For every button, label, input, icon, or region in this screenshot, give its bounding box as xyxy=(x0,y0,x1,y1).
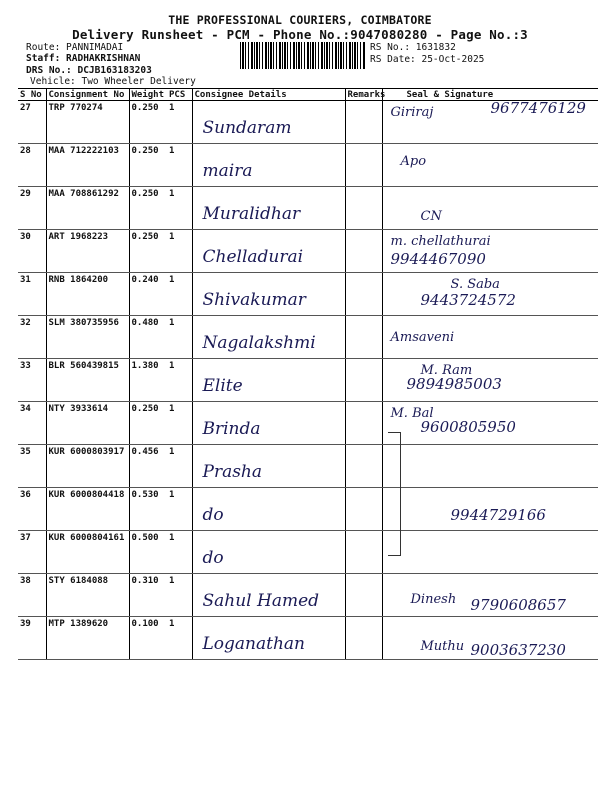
row-pcs: 1 xyxy=(167,445,192,488)
row-seal-cell xyxy=(382,488,598,531)
table-row xyxy=(18,230,598,273)
consignee-handwriting: Prasha xyxy=(202,462,263,482)
row-remarks xyxy=(345,617,382,660)
col-pcs: PCS xyxy=(167,89,192,101)
row-consignee-cell xyxy=(192,445,345,488)
rs-number: RS No.: 1631832 xyxy=(370,42,456,53)
table-row xyxy=(18,488,598,531)
row-seal-cell xyxy=(382,101,598,144)
signature-handwriting: Apo xyxy=(400,154,427,169)
col-consignee: Consignee Details xyxy=(192,89,345,101)
row-seal-cell xyxy=(382,359,598,402)
row-remarks xyxy=(345,445,382,488)
consignee-handwriting: Loganathan xyxy=(202,634,305,654)
row-pcs: 1 xyxy=(167,101,192,144)
signature-handwriting: CN xyxy=(420,209,442,224)
row-weight: 0.250 xyxy=(129,230,167,273)
row-consignment: ART 1968223 xyxy=(46,230,129,273)
row-sno: 30 xyxy=(18,230,46,273)
row-consignee-cell xyxy=(192,101,345,144)
row-consignment: BLR 560439815 xyxy=(46,359,129,402)
row-consignment: STY 6184088 xyxy=(46,574,129,617)
row-seal-cell xyxy=(382,574,598,617)
col-seal: Seal & Signature xyxy=(382,89,598,101)
row-consignee-cell xyxy=(192,144,345,187)
phone-handwriting: 9003637230 xyxy=(470,641,566,659)
table-row xyxy=(18,273,598,316)
row-consignment: MTP 1389620 xyxy=(46,617,129,660)
row-seal-cell xyxy=(382,144,598,187)
row-remarks xyxy=(345,316,382,359)
col-remarks: Remarks xyxy=(345,89,382,101)
signature-handwriting: m. chellathurai xyxy=(390,234,491,249)
phone-handwriting: 9443724572 xyxy=(420,291,516,309)
row-consignment: RNB 1864200 xyxy=(46,273,129,316)
row-sno: 38 xyxy=(18,574,46,617)
row-remarks xyxy=(345,187,382,230)
table-row xyxy=(18,359,598,402)
row-sno: 31 xyxy=(18,273,46,316)
col-consignment: Consignment No xyxy=(46,89,129,101)
table-row xyxy=(18,617,598,660)
table-row xyxy=(18,316,598,359)
row-pcs: 1 xyxy=(167,359,192,402)
table-row xyxy=(18,101,598,144)
row-remarks xyxy=(345,273,382,316)
row-pcs: 1 xyxy=(167,402,192,445)
consignee-handwriting: Muralidhar xyxy=(202,204,301,224)
row-remarks xyxy=(345,144,382,187)
row-weight: 0.456 xyxy=(129,445,167,488)
row-remarks xyxy=(345,402,382,445)
do-bracket xyxy=(388,432,401,556)
row-consignment: KUR 6000804161 xyxy=(46,531,129,574)
route-label: Route: PANNIMADAI xyxy=(26,42,124,53)
row-sno: 35 xyxy=(18,445,46,488)
row-consignee-cell xyxy=(192,187,345,230)
signature-handwriting: S. Saba xyxy=(450,277,500,292)
runsheet-table xyxy=(18,88,598,660)
phone-handwriting: 9790608657 xyxy=(470,596,566,614)
row-weight: 0.530 xyxy=(129,488,167,531)
consignee-handwriting: Elite xyxy=(202,376,243,396)
row-weight: 0.100 xyxy=(129,617,167,660)
row-weight: 0.250 xyxy=(129,144,167,187)
phone-handwriting: 9677476129 xyxy=(490,99,586,117)
row-consignee-cell xyxy=(192,488,345,531)
row-sno: 34 xyxy=(18,402,46,445)
consignee-handwriting: do xyxy=(202,505,224,525)
row-consignee-cell xyxy=(192,359,345,402)
staff-label: Staff: RADHAKRISHNAN xyxy=(26,53,141,64)
phone-handwriting: 9894985003 xyxy=(406,375,502,393)
vehicle-label: Vehicle: Two Wheeler Delivery xyxy=(30,76,196,87)
signature-handwriting: M. Ram xyxy=(420,363,473,378)
table-row xyxy=(18,402,598,445)
row-sno: 29 xyxy=(18,187,46,230)
table-row xyxy=(18,187,598,230)
row-pcs: 1 xyxy=(167,187,192,230)
row-remarks xyxy=(345,488,382,531)
row-weight: 0.250 xyxy=(129,101,167,144)
row-pcs: 1 xyxy=(167,617,192,660)
row-sno: 32 xyxy=(18,316,46,359)
row-pcs: 1 xyxy=(167,531,192,574)
row-remarks xyxy=(345,531,382,574)
company-title: THE PROFESSIONAL COURIERS, COIMBATORE xyxy=(168,13,432,27)
signature-handwriting: M. Bal xyxy=(390,406,434,421)
row-sno: 33 xyxy=(18,359,46,402)
row-consignment: KUR 6000804418 xyxy=(46,488,129,531)
row-seal-cell xyxy=(382,316,598,359)
table-row xyxy=(18,445,598,488)
row-weight: 1.380 xyxy=(129,359,167,402)
consignee-handwriting: Sundaram xyxy=(202,118,292,138)
row-consignment: NTY 3933614 xyxy=(46,402,129,445)
row-sno: 39 xyxy=(18,617,46,660)
row-consignee-cell xyxy=(192,316,345,359)
row-consignee-cell xyxy=(192,574,345,617)
row-seal-cell xyxy=(382,273,598,316)
row-weight: 0.240 xyxy=(129,273,167,316)
consignee-handwriting: Sahul Hamed xyxy=(202,591,320,611)
row-consignee-cell xyxy=(192,230,345,273)
signature-handwriting: Muthu xyxy=(420,639,465,654)
consignee-handwriting: do xyxy=(202,548,224,568)
row-weight: 0.250 xyxy=(129,187,167,230)
row-weight: 0.480 xyxy=(129,316,167,359)
row-seal-cell xyxy=(382,230,598,273)
row-pcs: 1 xyxy=(167,488,192,531)
row-sno: 36 xyxy=(18,488,46,531)
row-sno: 37 xyxy=(18,531,46,574)
row-sno: 27 xyxy=(18,101,46,144)
consignee-handwriting: Shivakumar xyxy=(202,290,306,310)
row-seal-cell xyxy=(382,617,598,660)
row-remarks xyxy=(345,574,382,617)
row-consignment: MAA 708861292 xyxy=(46,187,129,230)
row-consignment: KUR 6000803917 xyxy=(46,445,129,488)
row-pcs: 1 xyxy=(167,144,192,187)
phone-handwriting: 9944467090 xyxy=(390,250,486,268)
consignee-handwriting: Brinda xyxy=(202,419,261,439)
row-consignment: MAA 712222103 xyxy=(46,144,129,187)
row-remarks xyxy=(345,101,382,144)
row-weight: 0.310 xyxy=(129,574,167,617)
row-seal-cell xyxy=(382,531,598,574)
row-seal-cell xyxy=(382,445,598,488)
signature-handwriting: Amsaveni xyxy=(390,330,455,345)
col-sno: S No xyxy=(18,89,46,101)
consignee-handwriting: maira xyxy=(202,161,253,181)
table-row xyxy=(18,574,598,617)
table-row xyxy=(18,144,598,187)
rs-date: RS Date: 25-Oct-2025 xyxy=(370,54,485,65)
row-weight: 0.500 xyxy=(129,531,167,574)
consignee-handwriting: Nagalakshmi xyxy=(202,333,316,353)
consignee-handwriting: Chelladurai xyxy=(202,247,304,267)
row-seal-cell xyxy=(382,402,598,445)
row-consignee-cell xyxy=(192,273,345,316)
row-sno: 28 xyxy=(18,144,46,187)
row-pcs: 1 xyxy=(167,273,192,316)
row-consignee-cell xyxy=(192,617,345,660)
signature-handwriting: Dinesh xyxy=(410,592,457,607)
runsheet-subtitle: Delivery Runsheet - PCM - Phone No.:9047080280 - Page No.:3 xyxy=(72,27,528,42)
col-weight: Weight xyxy=(129,89,167,101)
barcode-image xyxy=(240,42,366,69)
row-pcs: 1 xyxy=(167,316,192,359)
table-row xyxy=(18,531,598,574)
row-consignee-cell xyxy=(192,531,345,574)
phone-handwriting: 9944729166 xyxy=(450,506,546,524)
row-remarks xyxy=(345,359,382,402)
row-consignee-cell xyxy=(192,402,345,445)
row-consignment: SLM 380735956 xyxy=(46,316,129,359)
row-consignment: TRP 770274 xyxy=(46,101,129,144)
signature-handwriting: Giriraj xyxy=(390,105,434,120)
phone-handwriting: 9600805950 xyxy=(420,418,516,436)
row-weight: 0.250 xyxy=(129,402,167,445)
row-pcs: 1 xyxy=(167,574,192,617)
row-remarks xyxy=(345,230,382,273)
row-seal-cell xyxy=(382,187,598,230)
drs-label: DRS No.: DCJB163183203 xyxy=(26,65,152,76)
row-pcs: 1 xyxy=(167,230,192,273)
